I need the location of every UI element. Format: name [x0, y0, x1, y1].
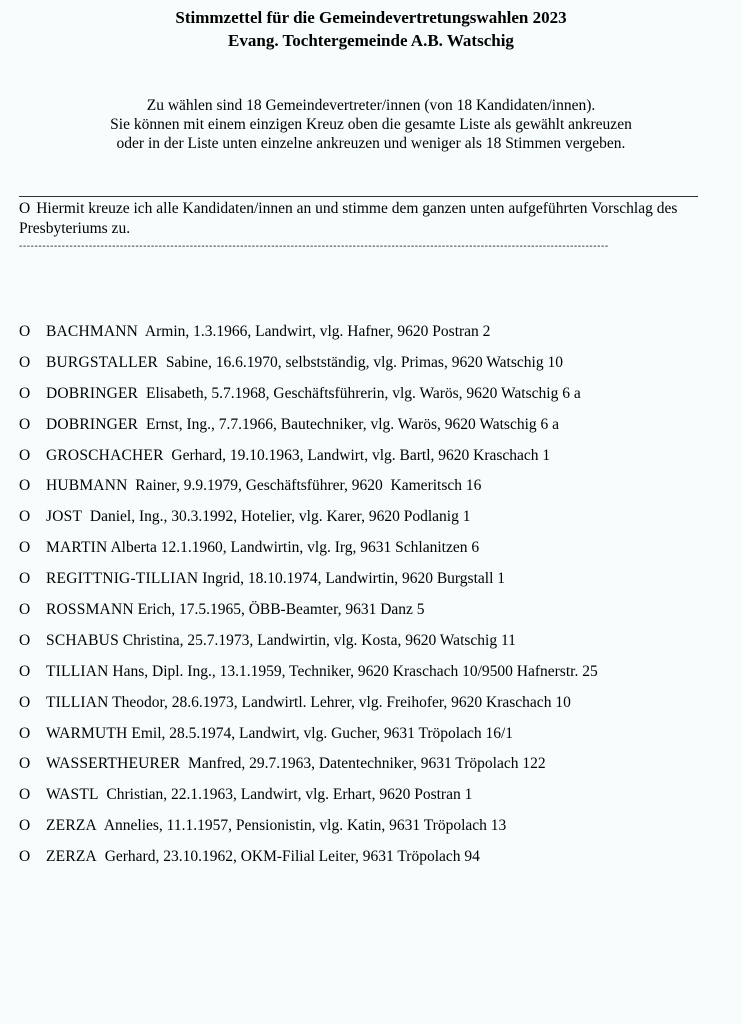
candidate-checkbox[interactable]: O — [19, 570, 31, 588]
ballot-title: Stimmzettel für die Gemeindevertretungswahlen 2023 — [175, 8, 567, 27]
candidate-row[interactable] — [19, 445, 734, 476]
candidate-row[interactable] — [19, 383, 734, 414]
candidate-surname: TILLIAN — [46, 693, 109, 711]
candidate-details: Daniel, Ing., 30.3.1992, Hotelier, vlg. Karer, 9620 Podlanig 1 — [82, 508, 471, 526]
candidate-details: Christina, 25.7.1973, Landwirtin, vlg. Kosta, 9620 Watschig 11 — [118, 631, 516, 649]
candidate-row[interactable] — [19, 784, 734, 815]
candidate-row[interactable] — [19, 414, 734, 445]
candidate-surname: BURGSTALLER — [46, 353, 159, 371]
candidate-row[interactable] — [19, 599, 734, 630]
candidate-surname: ZERZA — [46, 817, 97, 835]
candidate-details: Gerhard, 23.10.1962, OKM-Filial Leiter, 9631 Tröpolach 94 — [96, 848, 480, 866]
candidate-checkbox[interactable]: O — [19, 508, 31, 526]
dashed-divider: -------------------------------------------------------------------------------------------------------------------------------------------------------- — [19, 241, 609, 252]
candidate-surname: WASTL — [46, 786, 99, 804]
candidate-row[interactable] — [19, 321, 734, 352]
candidate-checkbox[interactable]: O — [19, 724, 31, 742]
whole-list-option[interactable] — [19, 199, 709, 239]
candidate-checkbox[interactable]: O — [19, 415, 31, 433]
candidate-details: Erich, 17.5.1965, ÖBB-Beamter, 9631 Danz 5 — [133, 601, 425, 619]
candidate-row[interactable] — [19, 846, 734, 877]
candidate-surname: ZERZA — [46, 848, 97, 866]
candidate-details: Ingrid, 18.10.1974, Landwirtin, 9620 Burgstall 1 — [198, 570, 506, 588]
candidate-checkbox[interactable]: O — [19, 662, 31, 680]
candidate-details: Ernst, Ing., 7.7.1966, Bautechniker, vlg. Warös, 9620 Watschig 6 a — [138, 415, 560, 433]
candidate-details: Annelies, 11.1.1957, Pensionistin, vlg. Katin, 9631 Tröpolach 13 — [96, 817, 507, 835]
candidate-row[interactable] — [19, 568, 734, 599]
candidate-surname: MARTIN — [46, 539, 108, 557]
candidate-surname: BACHMANN — [46, 323, 139, 340]
candidate-details: Emil, 28.5.1974, Landwirt, vlg. Gucher, 9631 Tröpolach 16/1 — [127, 724, 514, 742]
candidate-row[interactable] — [19, 537, 734, 568]
candidate-checkbox[interactable]: O — [19, 817, 31, 835]
candidate-checkbox[interactable]: O — [19, 446, 31, 464]
candidate-checkbox[interactable]: O — [19, 477, 31, 495]
candidate-surname: SCHABUS — [46, 631, 119, 649]
candidate-surname: TILLIAN — [46, 662, 109, 680]
candidate-checkbox[interactable]: O — [19, 631, 31, 649]
candidate-surname: HUBMANN — [46, 477, 128, 495]
candidate-checkbox[interactable]: O — [19, 848, 31, 866]
voting-instructions — [0, 96, 742, 153]
candidate-checkbox[interactable]: O — [19, 539, 31, 557]
candidate-details: Gerhard, 19.10.1963, Landwirt, vlg. Bartl, 9620 Kraschach 1 — [163, 446, 551, 464]
candidate-surname: JOST — [46, 508, 83, 526]
candidate-row[interactable] — [19, 753, 734, 784]
candidate-checkbox[interactable]: O — [19, 601, 31, 619]
candidate-row[interactable] — [19, 692, 734, 723]
candidate-details: Alberta 12.1.1960, Landwirtin, vlg. Irg, 9631 Schlanitzen 6 — [107, 539, 480, 557]
candidate-details: Theodor, 28.6.1973, Landwirtl. Lehrer, vlg. Freihofer, 9620 Kraschach 10 — [108, 693, 571, 711]
candidate-row[interactable] — [19, 723, 734, 754]
candidate-details: Sabine, 16.6.1970, selbstständig, vlg. Primas, 9620 Watschig 10 — [158, 353, 563, 371]
solid-divider — [19, 196, 698, 197]
candidate-details: Rainer, 9.9.1979, Geschäftsführer, 9620 Kameritsch 16 — [127, 477, 482, 495]
candidate-surname: ROSSMANN — [46, 601, 134, 619]
candidate-details: Hans, Dipl. Ing., 13.1.1959, Techniker, 9620 Kraschach 10/9500 Hafnerstr. 25 — [108, 662, 598, 680]
candidate-details: Armin, 1.3.1966, Landwirt, vlg. Hafner, 9620 Postran 2 — [138, 323, 491, 340]
candidate-checkbox[interactable]: O — [19, 693, 31, 711]
candidate-surname: DOBRINGER — [46, 415, 139, 433]
candidate-row[interactable] — [19, 506, 734, 537]
candidate-checkbox[interactable]: O — [19, 755, 31, 773]
candidate-checkbox[interactable]: O — [19, 384, 31, 402]
candidate-checkbox[interactable]: O — [19, 786, 31, 804]
parish-name: Evang. Tochtergemeinde A.B. Watschig — [228, 31, 514, 50]
candidate-list — [19, 321, 734, 877]
candidate-surname: GROSCHACHER — [46, 446, 164, 464]
whole-list-checkbox[interactable]: O — [19, 200, 31, 217]
instruction-line: Sie können mit einem einzigen Kreuz oben die gesamte Liste als gewählt ankreuzen — [110, 116, 632, 133]
whole-list-label: Hiermit kreuze ich alle Kandidaten/innen an und stimme dem ganzen unten aufgeführten Vorschlag des Presbyteriums zu. — [19, 200, 678, 237]
candidate-surname: REGITTNIG-TILLIAN — [46, 570, 199, 588]
candidate-row[interactable] — [19, 475, 734, 506]
candidate-details: Elisabeth, 5.7.1968, Geschäftsführerin, vlg. Warös, 9620 Watschig 6 a — [138, 384, 581, 402]
candidate-surname: WASSERTHEURER — [46, 755, 181, 773]
instruction-line: oder in der Liste unten einzelne ankreuzen und weniger als 18 Stimmen vergeben. — [116, 135, 626, 152]
instruction-line: Zu wählen sind 18 Gemeindevertreter/innen (von 18 Kandidaten/innen). — [146, 97, 596, 114]
candidate-row[interactable] — [19, 661, 734, 692]
candidate-row[interactable] — [19, 630, 734, 661]
candidate-surname: WARMUTH — [46, 724, 128, 742]
candidate-checkbox[interactable]: O — [19, 353, 31, 371]
candidate-details: Manfred, 29.7.1963, Datentechniker, 9631 Tröpolach 122 — [180, 755, 546, 773]
candidate-checkbox[interactable]: O — [19, 323, 31, 340]
candidate-row[interactable] — [19, 815, 734, 846]
candidate-surname: DOBRINGER — [46, 384, 139, 402]
candidate-row[interactable] — [19, 352, 734, 383]
candidate-details: Christian, 22.1.1963, Landwirt, vlg. Erhart, 9620 Postran 1 — [98, 786, 473, 804]
